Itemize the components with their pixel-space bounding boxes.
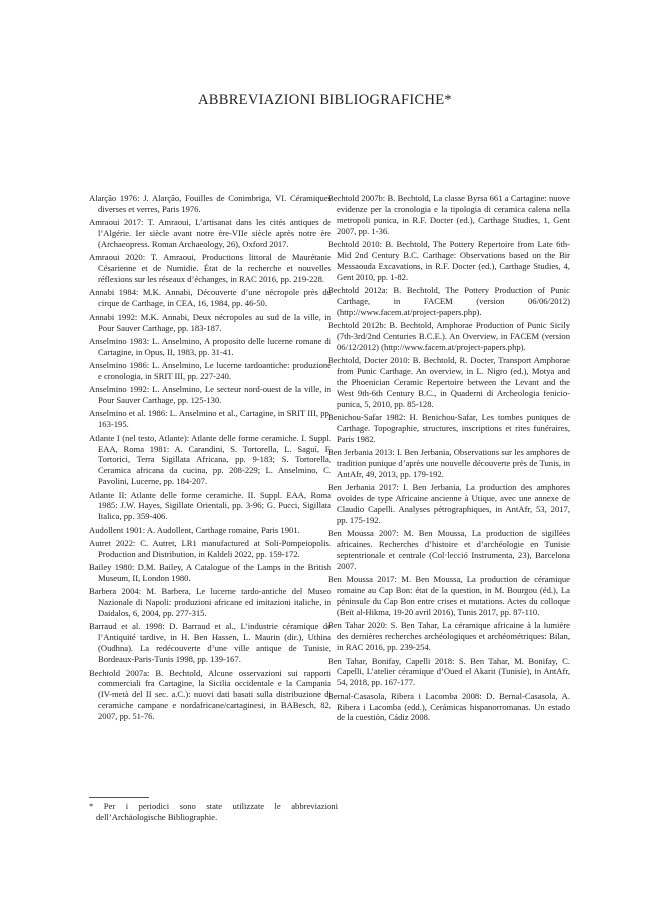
bib-entry: Barbera 2004: M. Barbera, Le lucerne tardo-antiche del Museo Nazionale di Napoli: produzioni africane ed imitazioni italiche, in Daidalos, 6, 2004, pp. 277-315. — [89, 586, 331, 619]
bib-entry: Anselmino 1986: L. Anselmino, Le lucerne tardoantiche: produzione e cronologia, in SRIT III, pp. 227-240. — [89, 360, 331, 381]
bib-entry: Ben Tahar, Bonifay, Capelli 2018: S. Ben Tahar, M. Bonifay, C. Capelli, L’atelier céramique d’Oued el Akarit (Tunisie), in AntAfr, 54, 2018, pp. 167-177. — [328, 655, 570, 688]
bib-entry: Anselmino et al. 1986: L. Anselmino et al., Cartagine, in SRIT III, pp. 163-195. — [89, 408, 331, 430]
bib-entry: Ben Jerbania 2017: I. Ben Jerbania, La production des amphores ovoïdes de type Africaine ancienne à Utique, avec une annexe de Claudio Capelli. Analyses pétrographiques, in AntAfr, 53, 2017, pp. 175-192. — [328, 482, 570, 526]
bib-entry: Alarção 1976: J. Alarção, Fouilles de Conimbriga, VI. Céramiques diverses et verres, Paris 1976. — [89, 193, 331, 214]
bib-entry: Barraud et al. 1998: D. Barraud et al., L’industrie céramique de l’Antiquité tardive, in H. Ben Hassen, L. Maurin (dir.), Uthina (Oudhna). La redécouverte d’une ville antique de Tunisie, Bordeaux-Paris-Tunis 1998, pp. 139-167. — [89, 621, 331, 665]
bib-entry: Ben Moussa 2007: M. Ben Moussa, La production de sigillées africaines. Recherches d’histoire et d’archéologie en Tunisie septentrionale et centrale (Col·lecció Instrumenta, 23), Barcelona 2007. — [328, 528, 570, 572]
bib-entry: Bechtold 2010: B. Bechtold, The Pottery Repertoire from Late 6th-Mid 2nd Century B.C. Carthage: Observations based on the Bir Messaouda Excavations, in R.F. Docter (ed.), Carthage Studies, 4, Gent 2010, pp. 1-82. — [328, 239, 570, 282]
bib-entry: Ben Jerbania 2013: I. Ben Jerbania, Observations sur les amphores de tradition punique d’après une nouvelle découverte près de Tunis, in AntAfr, 49, 2013, pp. 179-192. — [328, 447, 570, 480]
bib-entry: Bechtold 2007b: B. Bechtold, La classe Byrsa 661 a Cartagine: nuove evidenze per la cronologia e la tipologia di ceramica calena nella metropoli punica, in R.F. Docter (ed.), Carthage Studies, 1, Gent 2007, pp. 1-36. — [328, 193, 570, 236]
bibliography-column-right — [328, 193, 570, 726]
bib-entry: Amraoui 2017: T. Amraoui, L’artisanat dans les cités antiques de l’Algérie. Ier siècle avant notre ère-VIIe siècle après notre ère (Archaeopress. Roman Archaeology, 26), Oxford 2017. — [89, 217, 331, 250]
bib-entry: Benichou-Safar 1982: H. Benichou-Safar, Les tombes puniques de Carthage. Topographie, structures, inscriptions et rites funéraires, Paris 1982. — [328, 412, 570, 444]
bib-entry: Anselmino 1983: L. Anselmino, A proposito delle lucerne romane di Cartagine, in Opus, II, 1983, pp. 31-41. — [89, 335, 331, 357]
bib-entry: Annabi 1984: M.K. Annabi, Découverte d’une nécropole près du cirque de Carthage, in CEA, 16, 1984, pp. 46-50. — [89, 287, 331, 309]
footnote-rule — [89, 797, 149, 798]
bib-entry: Annabi 1992: M.K. Annabi, Deux nécropoles au sud de la ville, in Pour Sauver Carthage, pp. 183-187. — [89, 311, 331, 333]
bibliography-column-left — [89, 193, 331, 724]
bib-entry: Anselmino 1992: L. Anselmino, Le secteur nord-ouest de la ville, in Pour Sauver Carthage, pp. 125-130. — [89, 384, 331, 406]
bib-entry: Atlante II: Atlante delle forme ceramiche. II. Suppl. EAA, Roma 1985: J.W. Hayes, Sigillate Orientali, pp. 3-96; G. Pucci, Sigillata Italica, pp. 359-406. — [89, 489, 331, 522]
bib-entry: Bechtold, Docter 2010: B. Bechtold, R. Docter, Transport Amphorae from Punic Carthage. An overview, in L. Nigro (ed.), Motya and the Phoenician Ceramic Repertoire between the Levant and the West 9th-6th Century B.C., in Quaderni di Archeologia fenicio-punica, 5, 2010, pp. 85-128. — [328, 355, 570, 409]
page-title: ABBREVIAZIONI BIBLIOGRAFICHE* — [198, 92, 452, 108]
bib-entry: Autret 2022: C. Autret, LR1 manufactured at Soli-Pompeiopolis. Production and Distribution, in Kaldeli 2022, pp. 159-172. — [89, 537, 331, 559]
bib-entry: Bernal-Casasola, Ribera i Lacomba 2008: D. Bernal-Casasola, A. Ribera i Lacomba (edd.), Cerámicas hispanorromanas. Un estado de la cuestión, Cádiz 2008. — [328, 690, 570, 723]
bib-entry: Atlante I (nel testo, Atlante): Atlante delle forme ceramiche. I. Suppl. EAA, Roma 1981: A. Carandini, S. Tortorella, L. Saguì, F. Tortorici, Terra Sigillata Africana, pp. 9-183; S. Tortorella, Ceramica africana da cucina, pp. 208-229; L. Anselmino, C. Pavolini, Lucerne, pp. 184-207. — [89, 432, 331, 487]
bib-entry: Bechtold 2007a: B. Bechtold, Alcune osservazioni sui rapporti commerciali fra Cartagine, la Sicilia occidentale e la Campania (IV-metà del II sec. a.C.): nuovi dati basati sulla distribuzione di ceramiche campane e nordafricane/cartaginesi, in BABesch, 82, 2007, pp. 51-76. — [89, 667, 331, 722]
bib-entry: Bechtold 2012b: B. Bechtold, Amphorae Production of Punic Sicily (7th-3rd/2nd Centuries B.C.E.). An Overview, in FACEM (version 06/12/2012) (http://www.facem.at/project-papers.php). — [328, 320, 570, 352]
bib-entry: Ben Tahar 2020: S. Ben Tahar, La céramique africaine à la lumière des dernières recherches archéologiques et archéométriques: Bilan, in RAC 2016, pp. 239-254. — [328, 620, 570, 653]
bib-entry: Bechtold 2012a: B. Bechtold, The Pottery Production of Punic Carthage, in FACEM (version 06/06/2012) (http://www.facem.at/project-papers.php). — [328, 285, 570, 317]
bib-entry: Bailey 1980: D.M. Bailey, A Catalogue of the Lamps in the British Museum, II, London 1980. — [89, 562, 331, 584]
bib-entry: Amraoui 2020: T. Amraoui, Productions littoral de Maurétanie Césarienne et de Numidie. État de la recherche et nouvelles réflexions sur les réseaux d’échanges, in RAC 2016, pp. 219-228. — [89, 252, 331, 285]
bib-entry: Ben Moussa 2017: M. Ben Moussa, La production de céramique romaine au Cap Bon: état de la question, in M. Bourgou (éd.), La péninsule du Cap Bon entre crises et mutations. Actes du colloque (Beït al-Hikma, 19-20 avril 2016), Tunis 2017, pp. 87-110. — [328, 574, 570, 618]
footnote: * Per i periodici sono state utilizzate le abbreviazioni dell’Archäologische Bibliographie. — [89, 801, 338, 822]
bib-entry: Audollent 1901: A. Audollent, Carthage romaine, Paris 1901. — [89, 524, 300, 535]
